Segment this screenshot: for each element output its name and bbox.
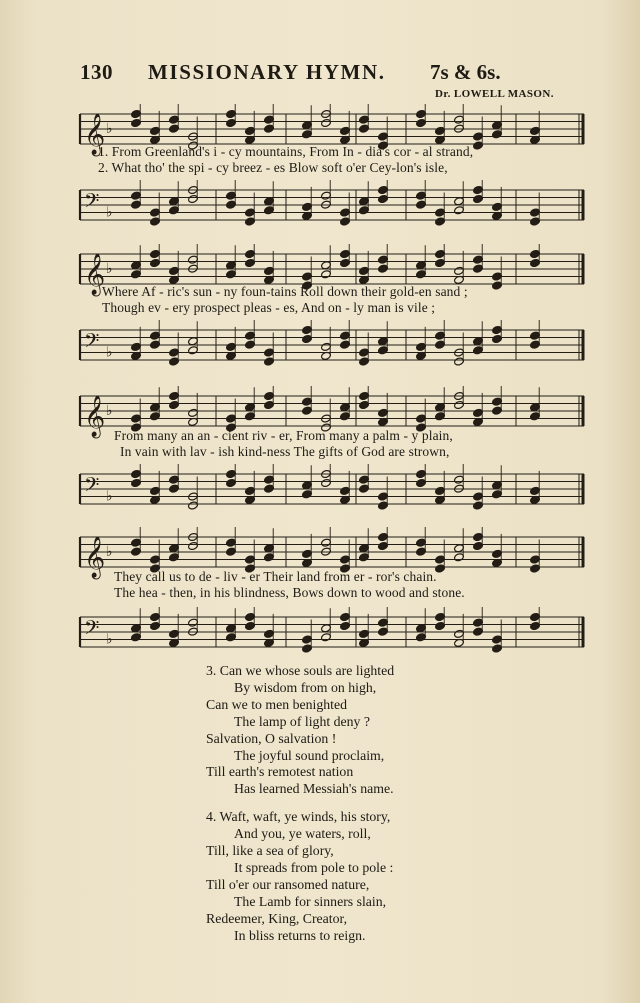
lyric-line-stanza-2: Though ev - ery prospect pleas - es, And on - ly man is vile ; [102,300,436,315]
lyric-line-stanza-1: They call us to de - liv - er Their land from er - ror's chain. [114,569,437,584]
bass-clef-icon: 𝄢 [84,473,100,501]
lyric-line-stanza-2: 2. What tho' the spi - cy breez - es Blow soft o'er Cey-lon's isle, [98,160,448,175]
flat-icon: ♭ [106,344,113,361]
lyric-line-stanza-2: In vain with lav - ish kind-ness The gifts of God are strown, [120,444,450,459]
stanza-3 [206,663,546,798]
flat-icon: ♭ [106,631,113,648]
bass-staff [76,464,588,524]
lyric-line-stanza-2: The hea - then, in his blindness, Bows down to wood and stone. [114,585,465,600]
bass-staff [76,607,588,667]
hymn-title: MISSIONARY HYMN. [148,60,386,84]
bass-staff [76,320,588,380]
verse-line: 4. Waft, waft, ye winds, his story, [206,809,391,825]
composer-credit: Dr. LOWELL MASON. [435,88,554,100]
page-header [80,60,580,100]
stanza-4 [206,809,546,944]
treble-clef-icon: 𝄞 [84,396,106,437]
verse-line: The joyful sound proclaim, [234,747,385,763]
verse-line: Till, like a sea of glory, [206,843,334,859]
treble-clef-icon: 𝄞 [84,114,106,155]
verse-line: Redeemer, King, Creator, [206,910,348,926]
staff-lines [80,617,584,647]
verse-line: Has learned Messiah's name. [234,781,394,797]
hymn-meter: 7s & 6s. [430,60,501,84]
flat-icon: ♭ [106,204,113,221]
bass-clef-icon: 𝄢 [84,329,100,357]
verse-line: It spreads from pole to pole : [234,859,394,875]
verse-line: 3. Can we whose souls are lighted [206,663,395,678]
page-number: 130 [80,60,113,84]
flat-icon: ♭ [106,488,113,505]
lyric-line-stanza-1: 1. From Greenland's i - cy mountains, From In - dia's cor - al strand, [98,144,474,159]
verse-line: The lamp of light deny ? [234,713,371,729]
lyric-line-stanza-1: From many an an - cient riv - er, From many a palm - y plain, [114,428,453,443]
additional-stanzas [206,663,546,956]
treble-clef-icon: 𝄞 [84,537,106,578]
verse-line: By wisdom from on high, [234,679,377,695]
flat-icon: ♭ [106,403,113,419]
verse-line: Salvation, O salvation ! [206,730,337,746]
flat-icon: ♭ [106,261,113,277]
verse-line: Can we to men benighted [206,696,348,712]
verse-line: Till o'er our ransomed nature, [206,876,370,892]
lyric-line-stanza-1: Where Af - ric's sun - ny foun-tains Roll down their gold-en sand ; [102,284,468,299]
flat-icon: ♭ [106,121,113,137]
verse-line: And you, ye waters, roll, [234,826,371,842]
treble-clef-icon: 𝄞 [84,254,106,295]
bass-clef-icon: 𝄢 [84,616,100,644]
bass-staff [76,180,588,240]
verse-line: The Lamb for sinners slain, [234,893,387,909]
bass-clef-icon: 𝄢 [84,189,100,217]
verse-line: In bliss returns to reign. [234,927,366,943]
staff-lines [80,254,584,284]
verse-line: Till earth's remotest nation [206,764,354,780]
flat-icon: ♭ [106,544,113,560]
